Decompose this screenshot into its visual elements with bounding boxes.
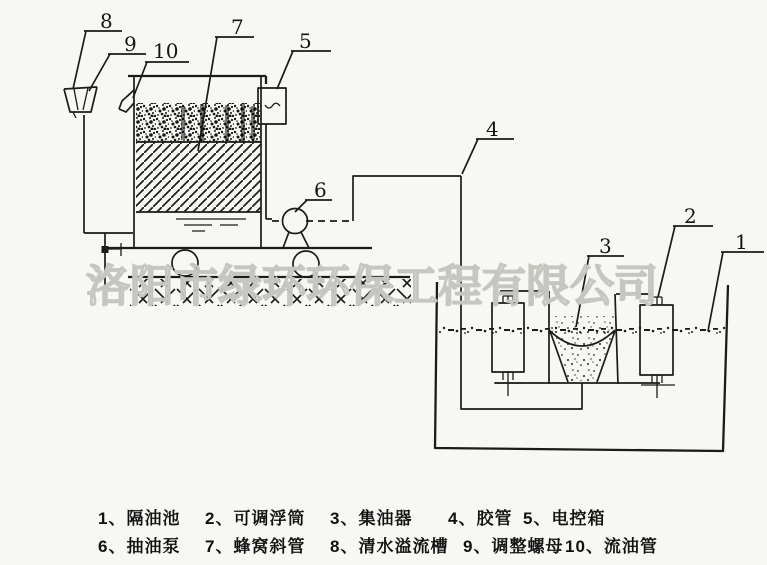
water-level-marks — [176, 219, 246, 231]
legend-item-10: 10、流油管 — [565, 537, 658, 556]
legend-item-7: 7、蜂窝斜管 — [205, 537, 306, 556]
legend-item-5: 5、电控箱 — [523, 509, 606, 528]
wheels — [172, 250, 319, 277]
callout-2-number: 2 — [684, 204, 697, 228]
oil-pump — [283, 209, 310, 249]
callout-10-number: 10 — [153, 39, 179, 63]
legend-item-2: 2、可调浮筒 — [205, 509, 306, 528]
legend-item-8: 8、清水溢流槽 — [330, 537, 449, 556]
oil-pool-tank — [435, 282, 728, 451]
float-left — [492, 291, 549, 396]
legend-item-4: 4、胶管 — [448, 509, 513, 528]
callout-9-number: 9 — [124, 32, 137, 56]
legend-item-6: 6、抽油泵 — [98, 537, 181, 556]
callout-5 — [277, 29, 331, 89]
ground — [128, 277, 411, 306]
callout-1-number: 1 — [735, 230, 748, 254]
hatch-fill — [136, 142, 261, 212]
callout-2 — [658, 204, 713, 297]
callout-8-number: 8 — [100, 9, 113, 33]
legend-item-1: 1、隔油池 — [98, 509, 181, 528]
callout-6 — [295, 178, 332, 212]
callout-1 — [708, 230, 764, 331]
callout-6-number: 6 — [314, 178, 327, 202]
callout-4-number: 4 — [486, 117, 499, 141]
control-box — [258, 88, 286, 124]
legend-item-9: 9、调整螺母 — [463, 537, 564, 556]
oil-flow-spout — [119, 90, 134, 112]
callout-4 — [462, 117, 514, 174]
callout-5-number: 5 — [299, 29, 312, 53]
drain-valve — [102, 233, 122, 288]
callout-10 — [133, 39, 189, 98]
callout-7-number: 7 — [231, 15, 244, 39]
oil-collector-funnel — [549, 316, 615, 382]
trough-wall-right — [615, 294, 618, 384]
callout-3-number: 3 — [599, 234, 612, 258]
overflow-funnel — [64, 87, 133, 233]
callout-3 — [576, 234, 624, 327]
legend-item-3: 3、集油器 — [330, 509, 413, 528]
suction-pipe — [266, 124, 352, 221]
separator-tank — [103, 76, 372, 248]
callout-9 — [89, 32, 146, 91]
